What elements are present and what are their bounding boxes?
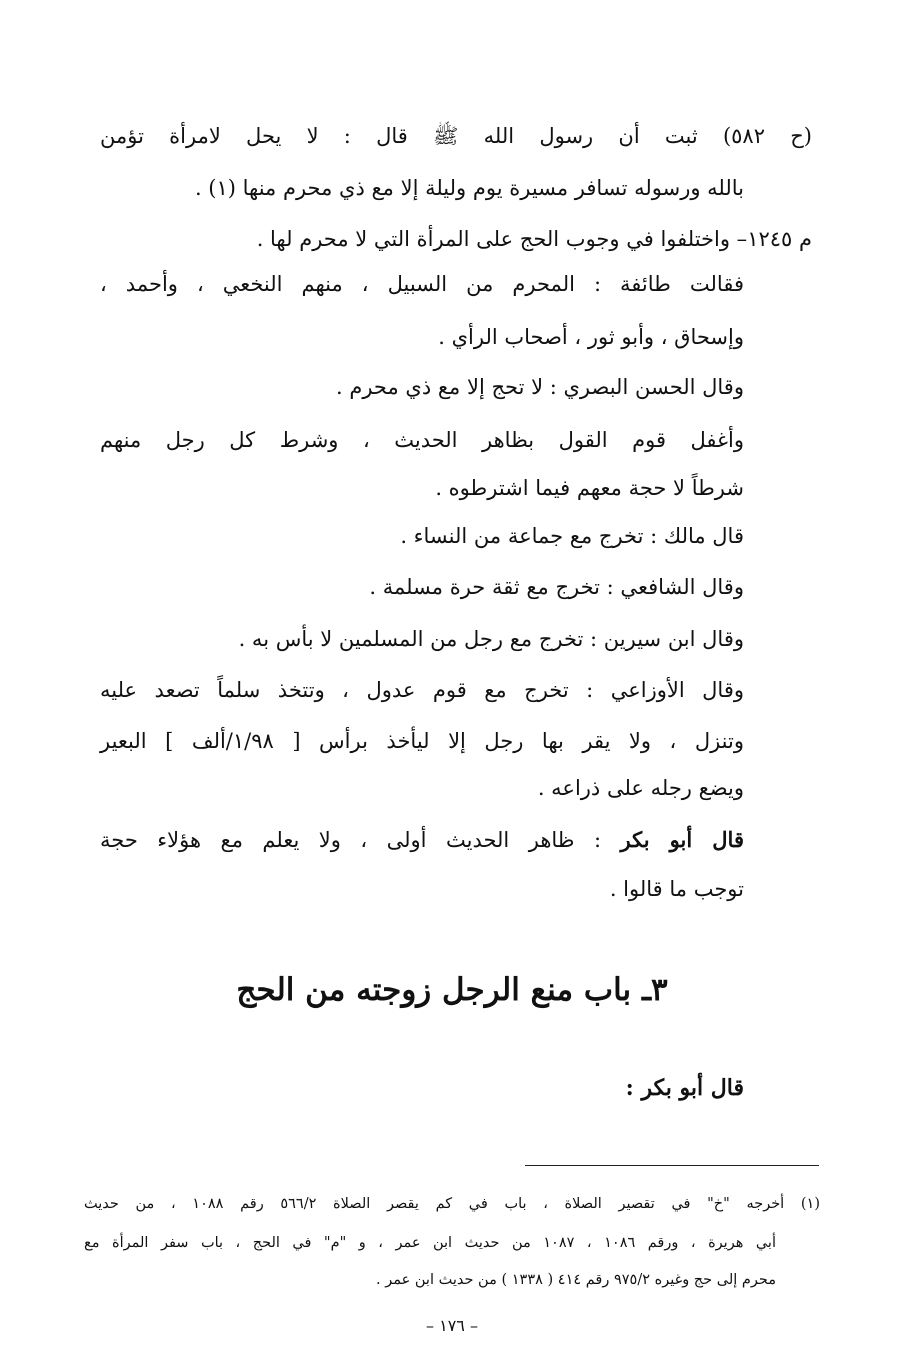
hadith-line-1: (ح ٥٨٢) ثبت أن رسول الله ﷺ قال : لا يحل لامرأة تؤمن xyxy=(100,124,812,148)
chapter-heading: ٣ـ باب منع الرجل زوجته من الحج xyxy=(236,972,668,1008)
abu-bakr-text: قال أبو بكر : ظاهر الحديث أولى ، ولا يعلم مع هؤلاء حجة xyxy=(100,827,744,852)
body-line-12: وقال الأوزاعي : تخرج مع قوم عدول ، وتتخذ سلماً تصعد عليه xyxy=(100,678,744,702)
abu-bakr-line xyxy=(100,825,744,855)
hadith-line-2: بالله ورسوله تسافر مسيرة يوم وليلة إلا مع ذي محرم منها (١) . xyxy=(194,176,744,200)
footnote-line-2: أبي هريرة ، ورقم ١٠٨٦ ، ١٠٨٧ من حديث ابن عمر ، و "م" في الحج ، باب سفر المرأة مع xyxy=(84,1235,776,1251)
closing-line: قال أبو بكر : xyxy=(625,1075,744,1101)
body-line-4: فقالت طائفة : المحرم من السبيل ، منهم النخعي ، وأحمد ، xyxy=(100,272,744,296)
page-number: – ١٧٦ – xyxy=(426,1316,478,1335)
footnote-line-1: (١) أخرجه "خ" في تقصير الصلاة ، باب في كم يقصر الصلاة ٥٦٦/٢ رقم ١٠٨٨ ، من حديث xyxy=(84,1196,820,1212)
body-line-10: وقال الشافعي : تخرج مع ثقة حرة مسلمة . xyxy=(369,575,744,599)
footnote-divider xyxy=(525,1165,819,1166)
body-line-8: شرطاً لا حجة معهم فيما اشترطوه . xyxy=(435,476,744,500)
body-line-11: وقال ابن سيرين : تخرج مع رجل من المسلمين لا بأس به . xyxy=(238,627,744,651)
body-line-16: توجب ما قالوا . xyxy=(609,877,744,901)
body-line-9: قال مالك : تخرج مع جماعة من النساء . xyxy=(400,524,744,548)
body-line-5: وإسحاق ، وأبو ثور ، أصحاب الرأي . xyxy=(438,325,744,349)
body-line-7: وأغفل قوم القول بظاهر الحديث ، وشرط كل رجل منهم xyxy=(100,428,744,452)
abu-bakr-prefix: قال أبو بكر xyxy=(620,827,744,852)
body-line-6: وقال الحسن البصري : لا تحج إلا مع ذي محرم . xyxy=(335,375,744,399)
footnote-line-3: محرم إلى حج وغيره ٩٧٥/٢ رقم ٤١٤ ( ١٣٣٨ ) من حديث ابن عمر . xyxy=(376,1272,776,1288)
body-line-14: ويضع رجله على ذراعه . xyxy=(537,776,744,800)
masala-line: م ١٢٤٥– واختلفوا في وجوب الحج على المرأة التي لا محرم لها . xyxy=(256,227,812,251)
body-line-13: وتنزل ، ولا يقر بها رجل إلا ليأخذ برأس [ ١/٩٨/ألف ] البعير xyxy=(100,729,744,753)
